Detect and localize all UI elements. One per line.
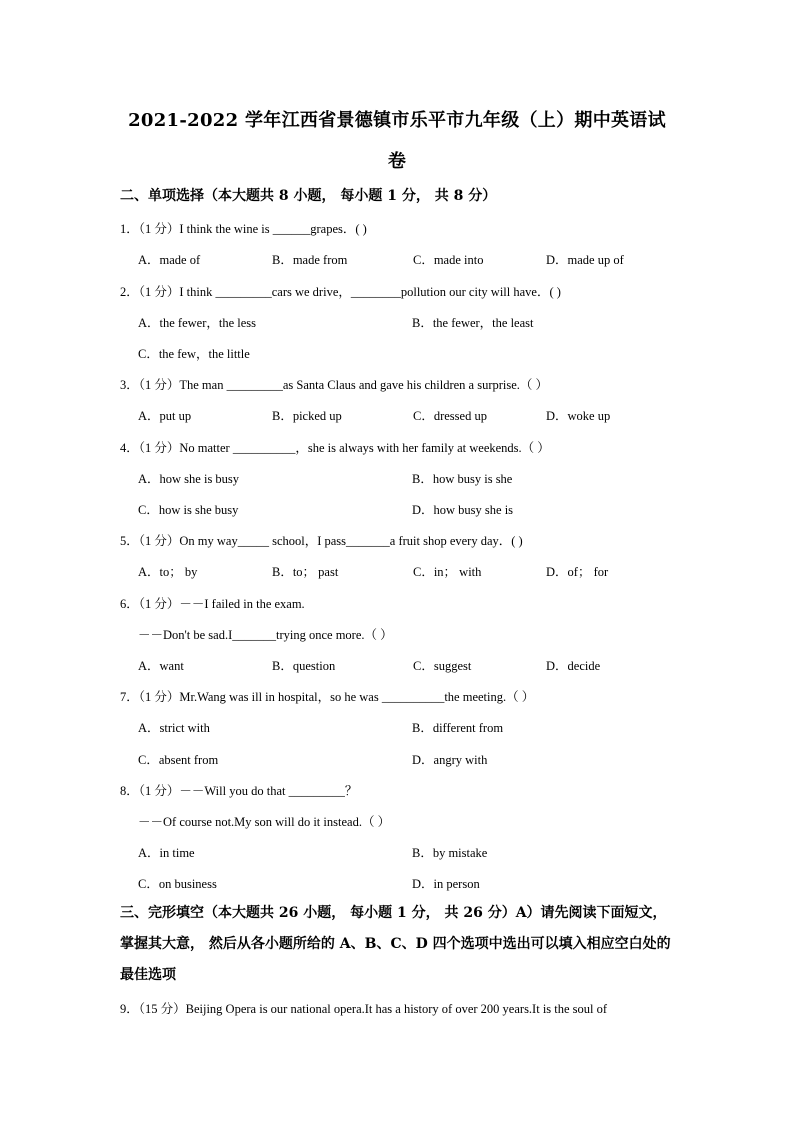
question-2-option-a: A．the fewer，the less xyxy=(138,316,257,330)
question-5-option-a: A．to； by xyxy=(138,565,198,579)
question-6-option-a: A．want xyxy=(138,659,184,673)
question-3-option-a: A．put up xyxy=(138,409,192,423)
question-8-option-a: A．in time xyxy=(138,846,195,860)
question-8-option-d: D．in person xyxy=(412,877,480,891)
question-6-option-d: D．decide xyxy=(546,659,601,673)
question-6-reply: －－Don't be sad.I_______trying once more.（ ） xyxy=(138,628,393,642)
question-4-option-a: A．how she is busy xyxy=(138,472,240,486)
question-6-option-b: B．question xyxy=(272,659,336,673)
question-4-option-c: C．how is she busy xyxy=(138,503,239,517)
question-1-option-d: D．made up of xyxy=(546,253,624,267)
section-heading-cloze-line-2: 掌握其大意， 然后从各小题所给的 A、B、C、D 四个选项中选出可以填入相应空白处的 xyxy=(120,936,671,952)
question-6-stem: 6．（1 分）－－I failed in the exam. xyxy=(120,597,305,611)
question-4-option-d: D．how busy she is xyxy=(412,503,514,517)
question-9-stem: 9．（15 分）Beijing Opera is our national opera.It has a history of over 200 years.It is the soul of xyxy=(120,1002,608,1016)
question-8-reply: －－Of course not.My son will do it instead.（ ） xyxy=(138,815,391,829)
section-heading-cloze xyxy=(120,898,680,991)
question-2-option-b: B．the fewer，the least xyxy=(412,316,534,330)
question-4-option-b: B．how busy is she xyxy=(412,472,513,486)
question-7-option-c: C．absent from xyxy=(138,753,219,767)
section-heading-single-choice: 二、单项选择（本大题共 8 小题， 每小题 1 分， 共 8 分） xyxy=(120,188,497,204)
question-3-stem: 3．（1 分）The man _________as Santa Claus and gave his children a surprise.（ ） xyxy=(120,378,549,392)
question-1-option-a: A．made of xyxy=(138,253,201,267)
question-5-option-d: D．of； for xyxy=(546,565,609,579)
question-1-option-b: B．made from xyxy=(272,253,348,267)
question-3-option-b: B．picked up xyxy=(272,409,342,423)
question-5-stem: 5．（1 分）On my way_____ school，I pass_______a fruit shop every day．( ) xyxy=(120,534,523,548)
question-7-option-b: B．different from xyxy=(412,721,504,735)
question-8-option-c: C．on business xyxy=(138,877,217,891)
section-heading-cloze-line-3: 最佳选项 xyxy=(120,967,176,983)
question-3-option-c: C．dressed up xyxy=(413,409,487,423)
question-6-option-c: C．suggest xyxy=(413,659,472,673)
question-2-option-c: C．the few，the little xyxy=(138,347,250,361)
question-5-option-b: B．to； past xyxy=(272,565,339,579)
question-7-stem: 7．（1 分）Mr.Wang was ill in hospital，so he was __________the meeting.（ ） xyxy=(120,690,535,704)
question-8-stem: 8．（1 分）－－Will you do that _________？ xyxy=(120,784,358,798)
question-1-option-c: C．made into xyxy=(413,253,484,267)
question-2-stem: 2．（1 分）I think _________cars we drive，________pollution our city will have．( ) xyxy=(120,285,561,299)
question-3-option-d: D．woke up xyxy=(546,409,611,423)
section-heading-cloze-line-1: 三、完形填空（本大题共 26 小题， 每小题 1 分， 共 26 分）A）请先阅读下面短文， xyxy=(120,905,667,921)
question-1-stem: 1．（1 分）I think the wine is ______grapes．( ) xyxy=(120,222,367,236)
question-4-stem: 4．（1 分）No matter __________，she is always with her family at weekends.（ ） xyxy=(120,441,550,455)
page-title: 2021-2022 学年江西省景德镇市乐平市九年级（上）期中英语试 xyxy=(128,110,666,131)
question-7-option-a: A．strict with xyxy=(138,721,210,735)
question-7-option-d: D．angry with xyxy=(412,753,488,767)
page-title-continuation: 卷 xyxy=(387,151,407,172)
question-8-option-b: B．by mistake xyxy=(412,846,488,860)
question-5-option-c: C．in； with xyxy=(413,565,482,579)
